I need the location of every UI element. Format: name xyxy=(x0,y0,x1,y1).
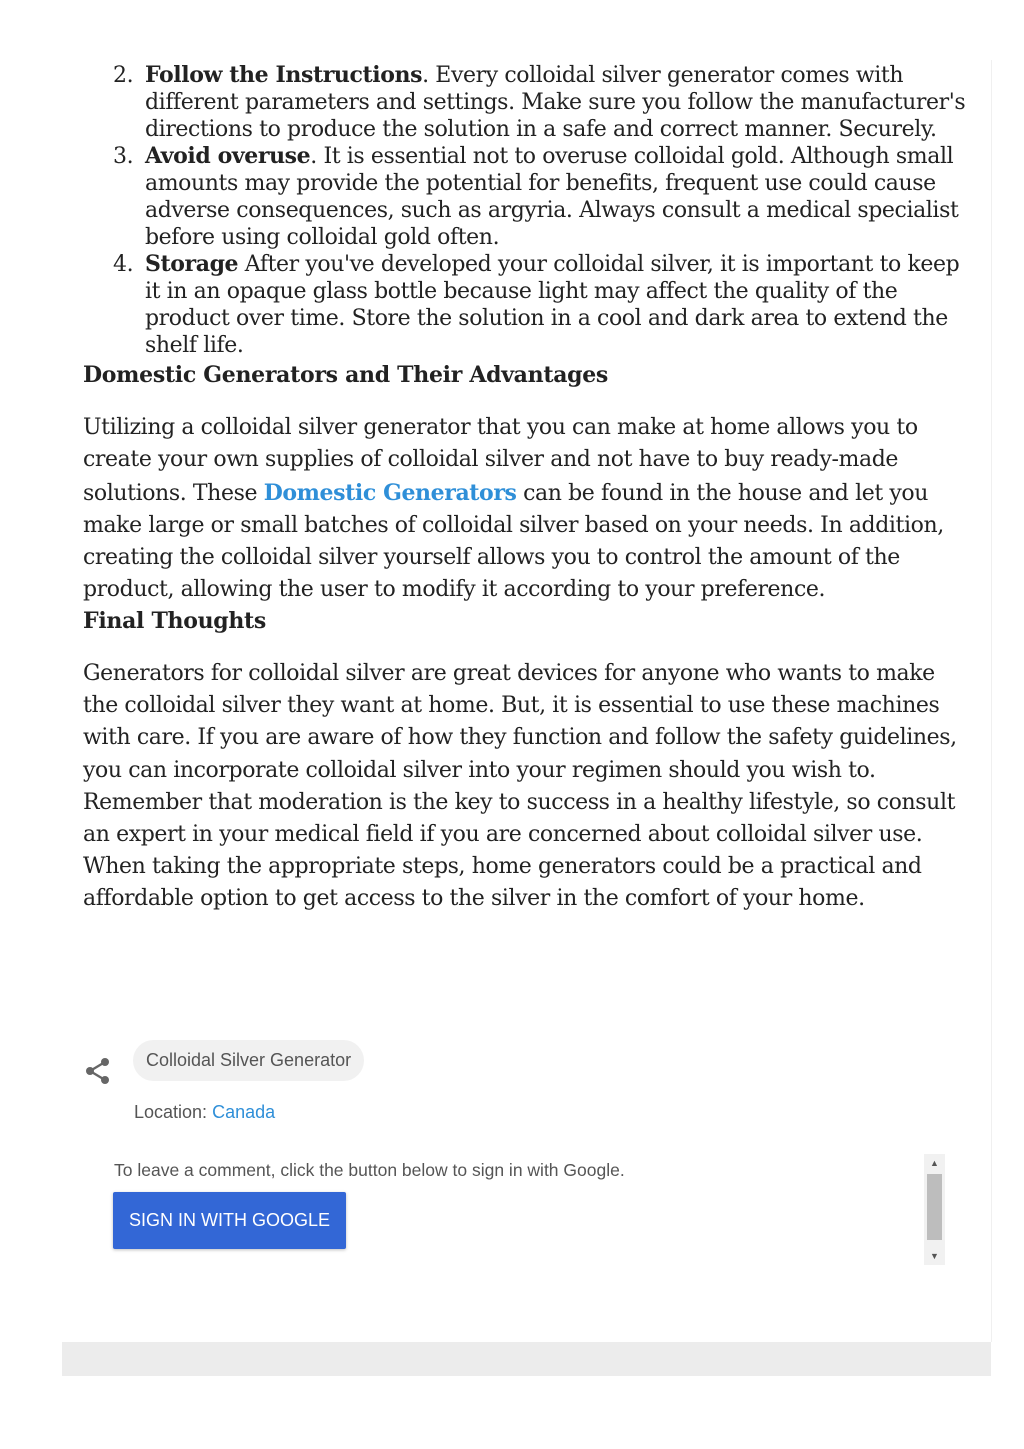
list-item-title: Storage xyxy=(145,251,239,277)
list-item-text: It is essential not to overuse colloidal gold. Although small amounts may provide the potential for benefits, frequent use could cause adverse consequences, such as argyria. Always consult a medical specialist before using colloidal gold often. xyxy=(145,144,959,250)
scroll-up-icon[interactable]: ▲ xyxy=(930,1158,939,1168)
list-item-title: Avoid overuse xyxy=(145,143,311,169)
list-item: 3. Avoid overuse. It is essential not to overuse colloidal gold. Although small amounts may provide the potential for benefits, frequent use could cause adverse consequences, such as argyria. Always consult a medical specialist before using colloidal gold often. xyxy=(113,143,959,250)
final-paragraph: Generators for colloidal silver are great devices for anyone who wants to make the colloidal silver they want at home. But, it is essential to use these machines with care. If you are aware of how they function and follow the safety guidelines, you can incorporate colloidal silver into your regimen should you wish to. Remember that moderation is the key to success in a healthy lifestyle, so consult an expert in your medical field if you are concerned about colloidal silver use. When taking the appropriate steps, home generators could be a practical and affordable option to get access to the silver in the comfort of your home. xyxy=(83,661,957,912)
domestic-paragraph: Utilizing a colloidal silver generator that you can make at home allows you to create your own supplies of colloidal silver and not have to buy ready-made solutions. These Domestic Generators can be found in the house and let you make large or small batches of colloidal silver based on your needs. In addition, creating the colloidal silver yourself allows you to control the amount of the product, allowing the user to modify it according to your preference. xyxy=(83,415,944,603)
share-icon[interactable] xyxy=(85,1057,111,1085)
list-item-text: After you've developed your colloidal silver, it is important to keep it in an opaque glass bottle because light may affect the quality of the product over time. Store the solution in a cool and dark area to extend the shelf life. xyxy=(145,252,960,358)
list-item-number: 4. xyxy=(113,252,134,277)
section-heading-domestic: Domestic Generators and Their Advantages xyxy=(83,362,609,388)
list-item-number: 3. xyxy=(113,144,134,169)
location-link[interactable]: Canada xyxy=(212,1102,276,1122)
list-item-text: Every colloidal silver generator comes with different parameters and settings. Make sure you follow the manufacturer's directions to produce the solution in a safe and correct manner. Securely. xyxy=(145,63,966,142)
domestic-generators-link[interactable]: Domestic Generators xyxy=(263,479,517,506)
page-bottom-bar xyxy=(62,1342,991,1376)
location-line xyxy=(134,1100,275,1124)
comment-prompt: To leave a comment, click the button below to sign in with Google. xyxy=(114,1160,625,1180)
list-item: 2. Follow the Instructions. Every colloidal silver generator comes with different parameters and settings. Make sure you follow the manufacturer's directions to produce the solution in a safe and correct manner. Securely. xyxy=(113,62,966,142)
scroll-down-icon[interactable]: ▼ xyxy=(930,1251,939,1261)
label-chip[interactable]: Colloidal Silver Generator xyxy=(133,1040,364,1081)
list-item-title: Follow the Instructions xyxy=(145,62,423,88)
location-label: Location: xyxy=(134,1102,208,1122)
scrollbar-thumb[interactable] xyxy=(927,1174,942,1240)
comment-frame-scrollbar[interactable] xyxy=(924,1154,945,1265)
sign-in-with-google-button[interactable]: SIGN IN WITH GOOGLE xyxy=(113,1192,346,1249)
section-heading-final: Final Thoughts xyxy=(83,608,267,634)
list-item-number: 2. xyxy=(113,63,134,88)
